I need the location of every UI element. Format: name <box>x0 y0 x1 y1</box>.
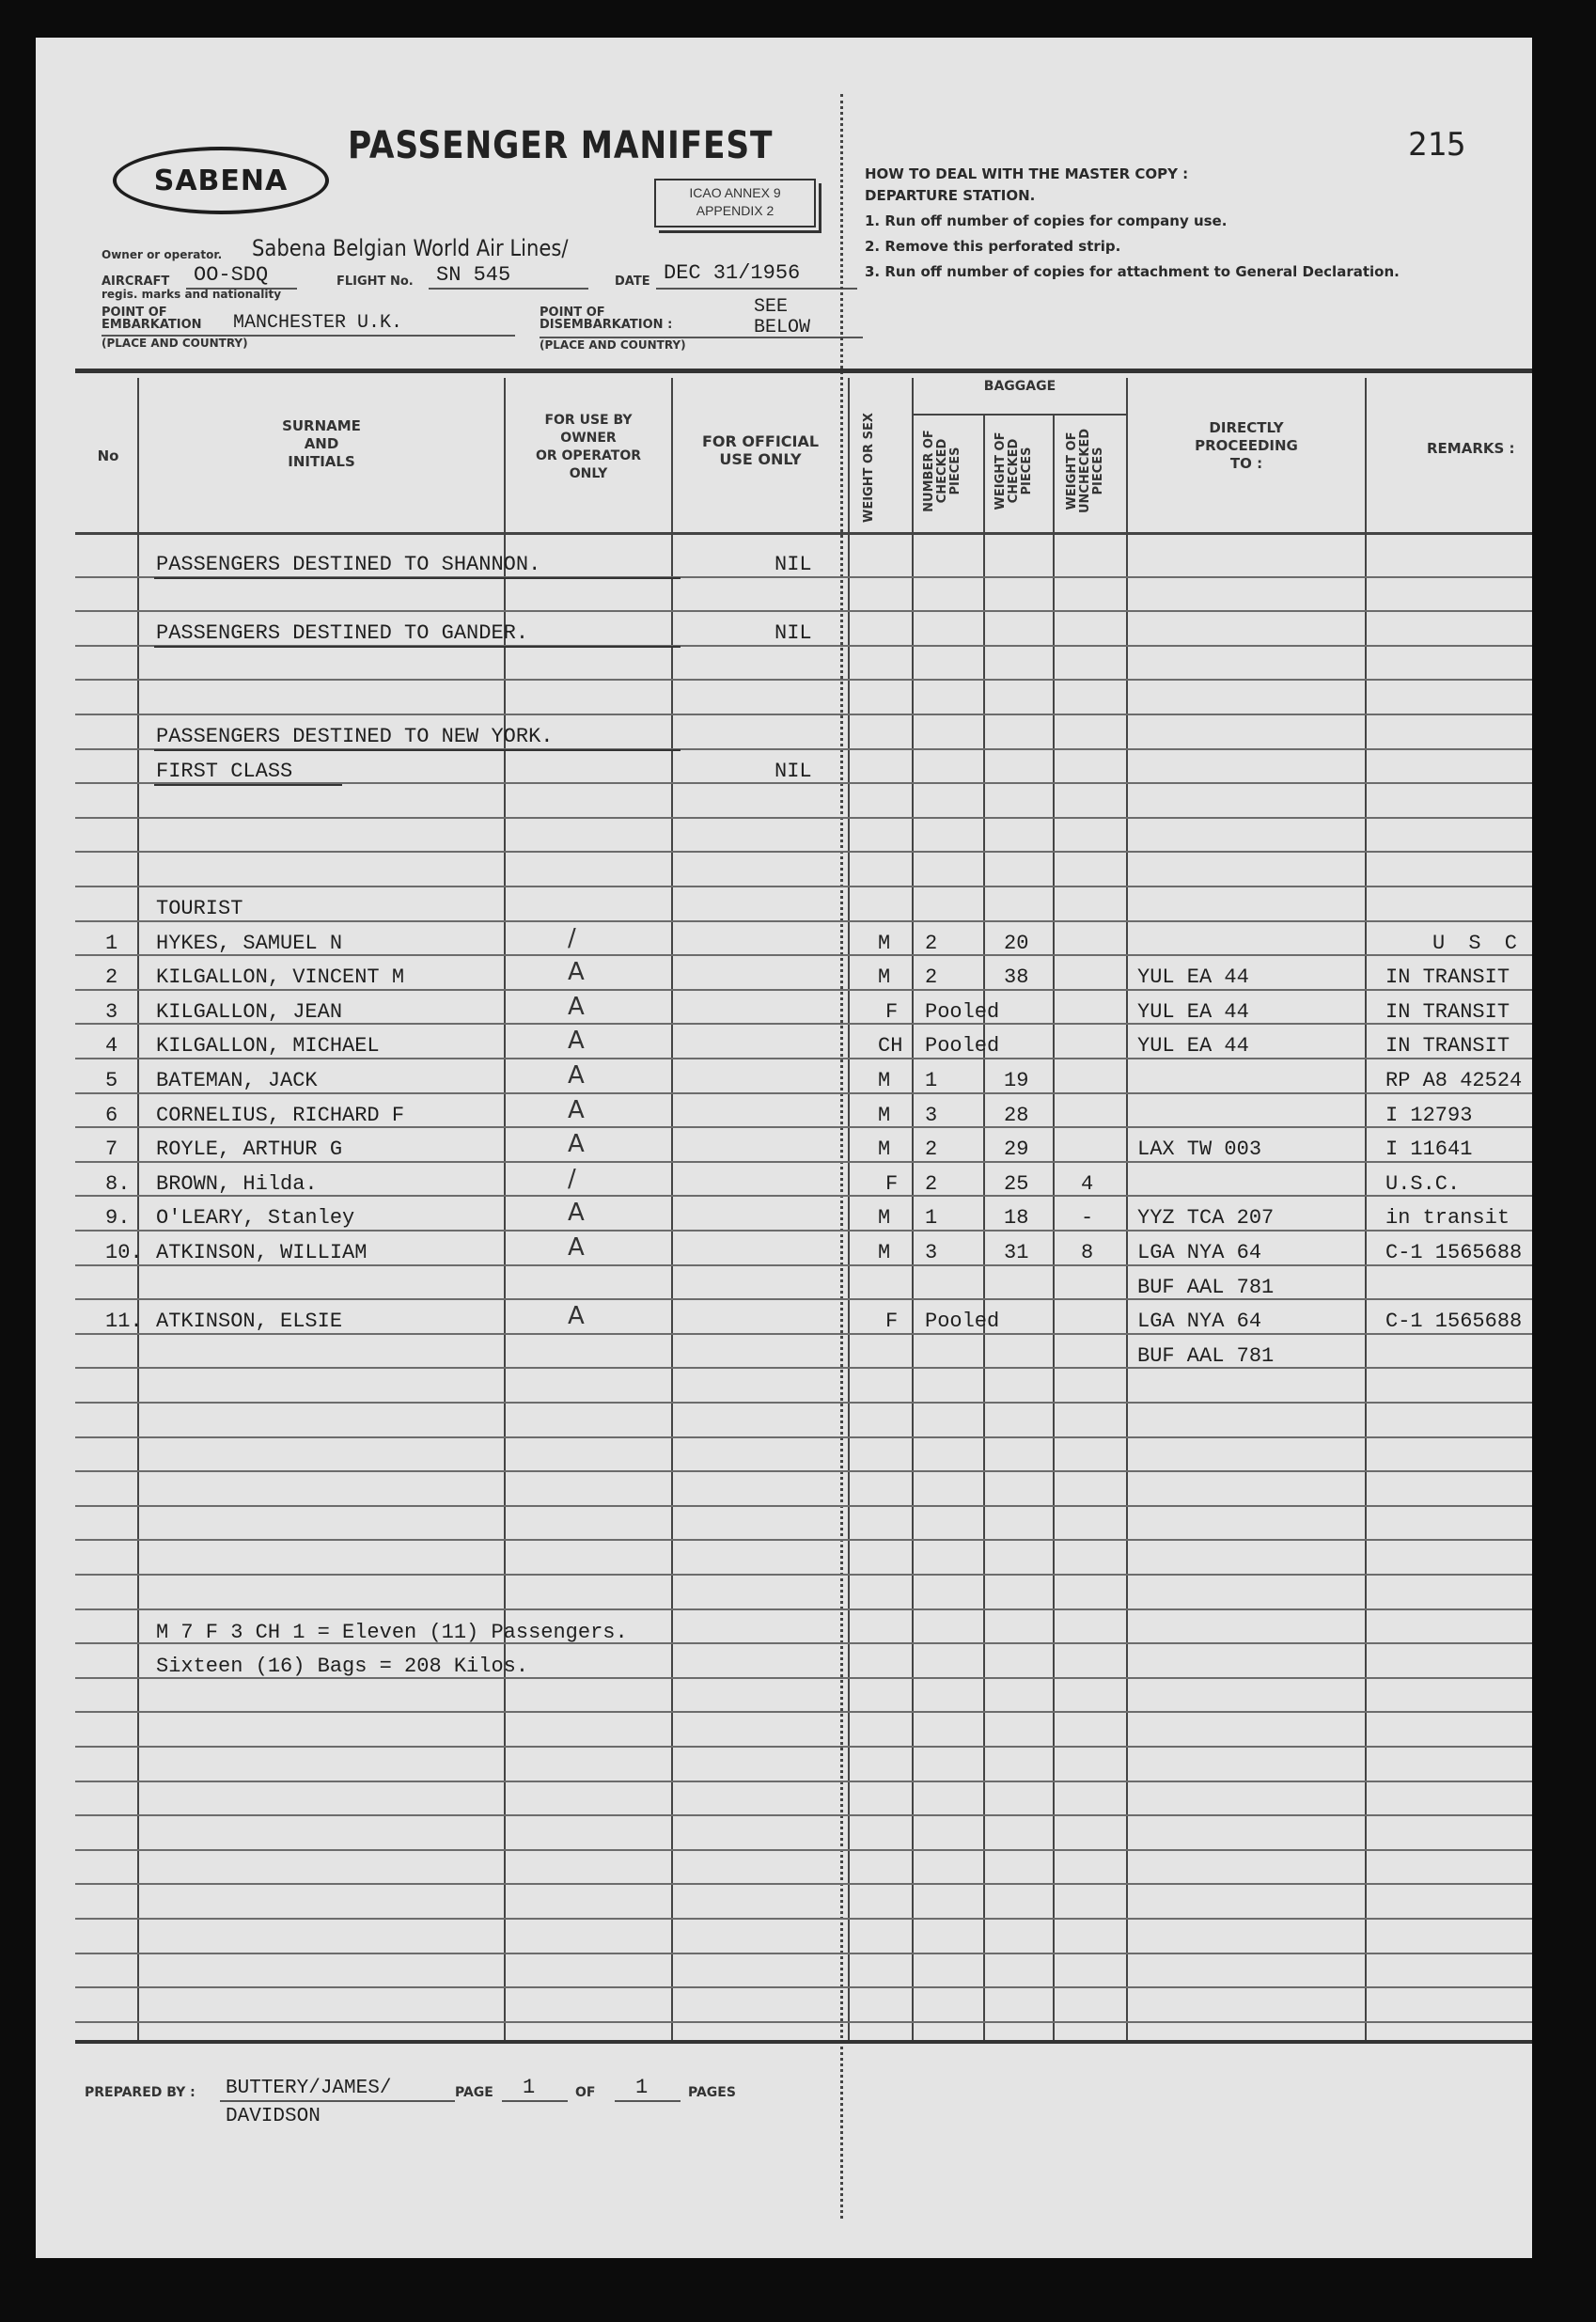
instruction-1: 1. Run off number of copies for company use. <box>865 212 1228 229</box>
page-reference-number: 215 <box>1408 126 1466 164</box>
row-line <box>75 1505 1532 1507</box>
disembark-value-2: BELOW <box>754 317 811 338</box>
heading-underline <box>154 577 681 579</box>
cell-pcs: Pooled <box>925 1000 1000 1024</box>
row-line <box>75 2021 1532 2023</box>
col-divider <box>137 378 139 2040</box>
cell-remarks: I 12793 <box>1385 1104 1473 1127</box>
cell-dest: LGA NYA 64 <box>1137 1241 1262 1264</box>
cell-remarks: I 11641 <box>1385 1137 1473 1161</box>
row-line <box>75 714 1532 715</box>
row-line <box>75 610 1532 612</box>
row-line <box>75 1953 1532 1954</box>
cell-unchk: 4 <box>1081 1172 1094 1196</box>
row-line <box>75 886 1532 887</box>
wtchk-h2: CHECKED <box>1007 438 1021 504</box>
cell-remarks: RP A8 42524 <box>1385 1069 1523 1092</box>
logo-text: SABENA <box>153 164 289 197</box>
cell-pcs: 2 <box>925 965 938 989</box>
disembark-sub-label: (PLACE AND COUNTRY) <box>540 338 686 352</box>
row-line <box>75 1230 1532 1232</box>
surname-h1: SURNAME <box>282 417 361 434</box>
cell-wt: 18 <box>1004 1206 1029 1230</box>
cell-no: 2 <box>105 965 118 989</box>
cell-name: PASSENGERS DESTINED TO SHANNON. <box>156 553 541 576</box>
row-line <box>75 817 1532 819</box>
col-directly-header <box>1128 419 1365 473</box>
owner-h2: OWNER <box>560 431 617 446</box>
wtchk-h3: PIECES <box>1020 447 1034 495</box>
disembark-value <box>754 297 810 338</box>
icao-annex-box <box>654 179 816 227</box>
row-line <box>75 1574 1532 1576</box>
cell-dest: BUF AAL 781 <box>1137 1344 1275 1368</box>
cell-dest: BUF AAL 781 <box>1137 1276 1275 1299</box>
heading-underline <box>154 784 342 786</box>
row-line <box>75 1367 1532 1369</box>
cell-name: ROYLE, ARTHUR G <box>156 1137 343 1161</box>
row-line <box>75 1814 1532 1816</box>
owner-h3: OR OPERATOR <box>535 448 642 463</box>
icao-line1: ICAO ANNEX 9 <box>689 185 781 200</box>
cell-pcs: 3 <box>925 1104 938 1127</box>
summary-line-2: Sixteen (16) Bags = 208 Kilos. <box>156 1655 529 1678</box>
cell-official: NIL <box>775 553 812 576</box>
disembark-label-1: POINT OF <box>540 306 605 320</box>
cell-name: O'LEARY, Stanley <box>156 1206 355 1230</box>
aircraft-value: OO-SDQ <box>194 263 269 287</box>
owner-h4: ONLY <box>569 466 608 481</box>
cell-no: 10. <box>105 1241 143 1264</box>
cell-remarks: U.S.C. <box>1385 1172 1461 1196</box>
col-divider <box>912 378 914 2040</box>
cell-name: TOURIST <box>156 897 243 920</box>
embark-label-1: POINT OF <box>102 306 167 320</box>
row-line <box>75 1402 1532 1404</box>
page-value: 1 <box>523 2076 536 2099</box>
date-label: DATE <box>615 275 650 289</box>
cell-mark: A <box>568 1233 585 1262</box>
cell-pcs: 2 <box>925 932 938 955</box>
disembark-value-1: SEE <box>754 296 789 318</box>
table-header-bottom <box>75 532 1532 535</box>
flight-value: SN 545 <box>436 263 511 287</box>
sabena-logo <box>113 147 329 214</box>
aircraft-label: AIRCRAFT <box>102 275 170 289</box>
page-label: PAGE <box>455 2085 493 2100</box>
instruction-2: 2. Remove this perforated strip. <box>865 238 1121 255</box>
cell-no: 5 <box>105 1069 118 1092</box>
row-line <box>75 1298 1532 1300</box>
cell-mark: ∕ <box>568 924 576 952</box>
cell-name: KILGALLON, VINCENT M <box>156 965 405 989</box>
heading-underline <box>154 749 681 751</box>
wtunchk-h1: WEIGHT OF <box>1065 431 1079 510</box>
pages-label: PAGES <box>688 2085 736 2100</box>
cell-mark: ∕ <box>568 1165 576 1193</box>
col-wt-checked-header <box>994 419 1034 523</box>
embark-sub-label: (PLACE AND COUNTRY) <box>102 337 248 350</box>
cell-sex: F <box>885 1310 899 1333</box>
heading-underline <box>154 646 681 648</box>
perforated-strip-line <box>840 94 843 2219</box>
cell-wt: 31 <box>1004 1241 1029 1264</box>
cell-no: 8. <box>105 1172 131 1196</box>
cell-no: 1 <box>105 932 118 955</box>
cell-name: KILGALLON, MICHAEL <box>156 1034 380 1058</box>
official-h1: FOR OFFICIAL <box>701 432 820 450</box>
cell-wt: 28 <box>1004 1104 1029 1127</box>
cell-pcs: 1 <box>925 1069 938 1092</box>
cell-pcs: 2 <box>925 1137 938 1161</box>
row-line <box>75 1746 1532 1748</box>
cell-mark: A <box>568 1130 585 1158</box>
col-wt-unchecked-header <box>1066 419 1105 523</box>
cell-mark: A <box>568 1061 585 1090</box>
cell-name: FIRST CLASS <box>156 760 293 783</box>
wtunchk-h3: PIECES <box>1091 447 1105 495</box>
cell-pcs: 3 <box>925 1241 938 1264</box>
embark-value: MANCHESTER U.K. <box>233 312 403 334</box>
page-title: PASSENGER MANIFEST <box>348 124 774 167</box>
master-copy-instructions <box>865 162 1400 285</box>
cell-mark: A <box>568 1096 585 1124</box>
cell-dest: YUL EA 44 <box>1137 965 1249 989</box>
row-line <box>75 1849 1532 1851</box>
official-h2: USE ONLY <box>719 450 802 468</box>
cell-wt: 29 <box>1004 1137 1029 1161</box>
cell-official: NIL <box>775 760 812 783</box>
cell-mark: A <box>568 993 585 1021</box>
cell-unchk: 8 <box>1081 1241 1094 1264</box>
cell-remarks: in transit <box>1385 1206 1510 1230</box>
row-line <box>75 1333 1532 1335</box>
disembark-label-2: DISEMBARKATION : <box>540 318 673 332</box>
cell-dest: YUL EA 44 <box>1137 1034 1249 1058</box>
row-line <box>75 1058 1532 1059</box>
surname-h2: AND <box>304 435 339 452</box>
row-line <box>75 1711 1532 1713</box>
cell-mark: A <box>568 958 585 986</box>
col-divider <box>671 378 673 2040</box>
cell-wt: 38 <box>1004 965 1029 989</box>
row-line <box>75 1883 1532 1885</box>
cell-name: BATEMAN, JACK <box>156 1069 318 1092</box>
cell-no: 6 <box>105 1104 118 1127</box>
cell-remarks: IN TRANSIT <box>1385 1034 1510 1058</box>
row-line <box>75 1436 1532 1438</box>
numchk-h2: CHECKED <box>935 438 949 504</box>
cell-dest: LGA NYA 64 <box>1137 1310 1262 1333</box>
date-value: DEC 31/1956 <box>664 261 801 285</box>
surname-h3: INITIALS <box>288 453 355 470</box>
cell-remarks: C-1 1565688 <box>1385 1310 1523 1333</box>
row-line <box>75 1161 1532 1163</box>
cell-sex: M <box>878 1206 891 1230</box>
cell-name: ATKINSON, WILLIAM <box>156 1241 368 1264</box>
col-remarks-header: REMARKS : <box>1427 440 1515 457</box>
cell-name: HYKES, SAMUEL N <box>156 932 343 955</box>
cell-no: 3 <box>105 1000 118 1024</box>
summary-line-1: M 7 F 3 CH 1 = Eleven (11) Passengers. <box>156 1621 628 1644</box>
row-line <box>75 679 1532 681</box>
col-baggage-header: BAGGAGE <box>983 379 1056 394</box>
cell-sex: M <box>878 932 891 955</box>
cell-no: 7 <box>105 1137 118 1161</box>
cell-wt: 20 <box>1004 932 1029 955</box>
cell-pcs: 1 <box>925 1206 938 1230</box>
cell-wt: 19 <box>1004 1069 1029 1092</box>
owner-value: Sabena Belgian World Air Lines/ <box>252 235 569 261</box>
cell-unchk: - <box>1081 1206 1094 1230</box>
col-official-header <box>673 432 848 468</box>
cell-sex: M <box>878 965 891 989</box>
cell-name: PASSENGERS DESTINED TO NEW YORK. <box>156 725 554 748</box>
of-value: 1 <box>635 2076 649 2099</box>
cell-remarks: IN TRANSIT <box>1385 965 1510 989</box>
icao-line2: APPENDIX 2 <box>696 203 775 218</box>
row-line <box>75 1608 1532 1610</box>
col-divider <box>1053 414 1055 2040</box>
col-divider <box>983 414 985 2040</box>
cell-sex: CH <box>878 1034 903 1058</box>
cell-remarks: U S C <box>1432 932 1524 955</box>
row-line <box>75 1264 1532 1266</box>
row-line <box>75 1986 1532 1988</box>
cell-name: ATKINSON, ELSIE <box>156 1310 343 1333</box>
col-weight-sex-header: WEIGHT OR SEX <box>862 413 876 523</box>
cell-dest: LAX TW 003 <box>1137 1137 1262 1161</box>
col-divider <box>848 378 850 2040</box>
aircraft-sub-label: regis. marks and nationality <box>102 288 282 301</box>
owner-h1: FOR USE BY <box>544 413 633 428</box>
cell-remarks: C-1 1565688 <box>1385 1241 1523 1264</box>
col-owner-use-header <box>506 412 671 483</box>
cell-name: BROWN, Hilda. <box>156 1172 318 1196</box>
instructions-subheading: DEPARTURE STATION. <box>865 187 1036 204</box>
prepared-by-label: PREPARED BY : <box>85 2085 196 2100</box>
cell-sex: F <box>885 1000 899 1024</box>
cell-name: CORNELIUS, RICHARD F <box>156 1104 405 1127</box>
cell-sex: F <box>885 1172 899 1196</box>
row-line <box>75 1470 1532 1472</box>
cell-official: NIL <box>775 621 812 645</box>
instructions-heading: HOW TO DEAL WITH THE MASTER COPY : <box>865 165 1189 182</box>
prepared-by-value-2: DAVIDSON <box>226 2106 321 2127</box>
flight-label: FLIGHT No. <box>336 275 414 289</box>
row-line <box>75 1092 1532 1094</box>
owner-label: Owner or operator. <box>102 248 223 261</box>
row-line <box>75 1781 1532 1782</box>
cell-sex: M <box>878 1104 891 1127</box>
cell-wt: 25 <box>1004 1172 1029 1196</box>
cell-pcs: Pooled <box>925 1034 1000 1058</box>
cell-name: PASSENGERS DESTINED TO GANDER. <box>156 621 529 645</box>
of-label: OF <box>575 2085 596 2100</box>
row-line <box>75 1539 1532 1541</box>
col-divider <box>1365 378 1367 2040</box>
numchk-h3: PIECES <box>948 447 962 495</box>
wtchk-h1: WEIGHT OF <box>994 431 1008 510</box>
cell-dest: YYZ TCA 207 <box>1137 1206 1275 1230</box>
baggage-divider <box>912 414 1126 416</box>
row-line <box>75 851 1532 853</box>
cell-name: KILGALLON, JEAN <box>156 1000 343 1024</box>
row-line <box>75 1918 1532 1920</box>
directly-h3: TO : <box>1229 455 1263 472</box>
cell-mark: A <box>568 1302 585 1330</box>
cell-pcs: 2 <box>925 1172 938 1196</box>
directly-h2: PROCEEDING <box>1195 437 1298 454</box>
cell-mark: A <box>568 1199 585 1227</box>
col-no-header: No <box>97 447 119 464</box>
instruction-3: 3. Run off number of copies for attachment to General Declaration. <box>865 263 1400 280</box>
cell-no: 11. <box>105 1310 143 1333</box>
directly-h1: DIRECTLY <box>1209 419 1284 436</box>
row-line <box>75 920 1532 922</box>
cell-dest: YUL EA 44 <box>1137 1000 1249 1024</box>
row-line <box>75 989 1532 991</box>
table-bottom-border <box>75 2040 1532 2044</box>
cell-sex: M <box>878 1137 891 1161</box>
cell-no: 9. <box>105 1206 131 1230</box>
col-divider <box>1126 378 1128 2040</box>
cell-sex: M <box>878 1241 891 1264</box>
disembark-label <box>540 306 672 331</box>
cell-pcs: Pooled <box>925 1310 1000 1333</box>
numchk-h1: NUMBER OF <box>922 430 936 512</box>
wtunchk-h2: UNCHECKED <box>1078 428 1092 514</box>
embark-label-2: EMBARKATION <box>102 318 202 332</box>
prepared-by-value: BUTTERY/JAMES/ <box>226 2078 392 2099</box>
cell-no: 4 <box>105 1034 118 1058</box>
col-surname-header <box>139 417 504 471</box>
cell-remarks: IN TRANSIT <box>1385 1000 1510 1024</box>
embark-label <box>102 306 202 331</box>
col-num-checked-header <box>923 419 962 523</box>
table-top-border <box>75 369 1532 373</box>
manifest-sheet <box>36 38 1532 2258</box>
cell-mark: A <box>568 1027 585 1055</box>
cell-sex: M <box>878 1069 891 1092</box>
